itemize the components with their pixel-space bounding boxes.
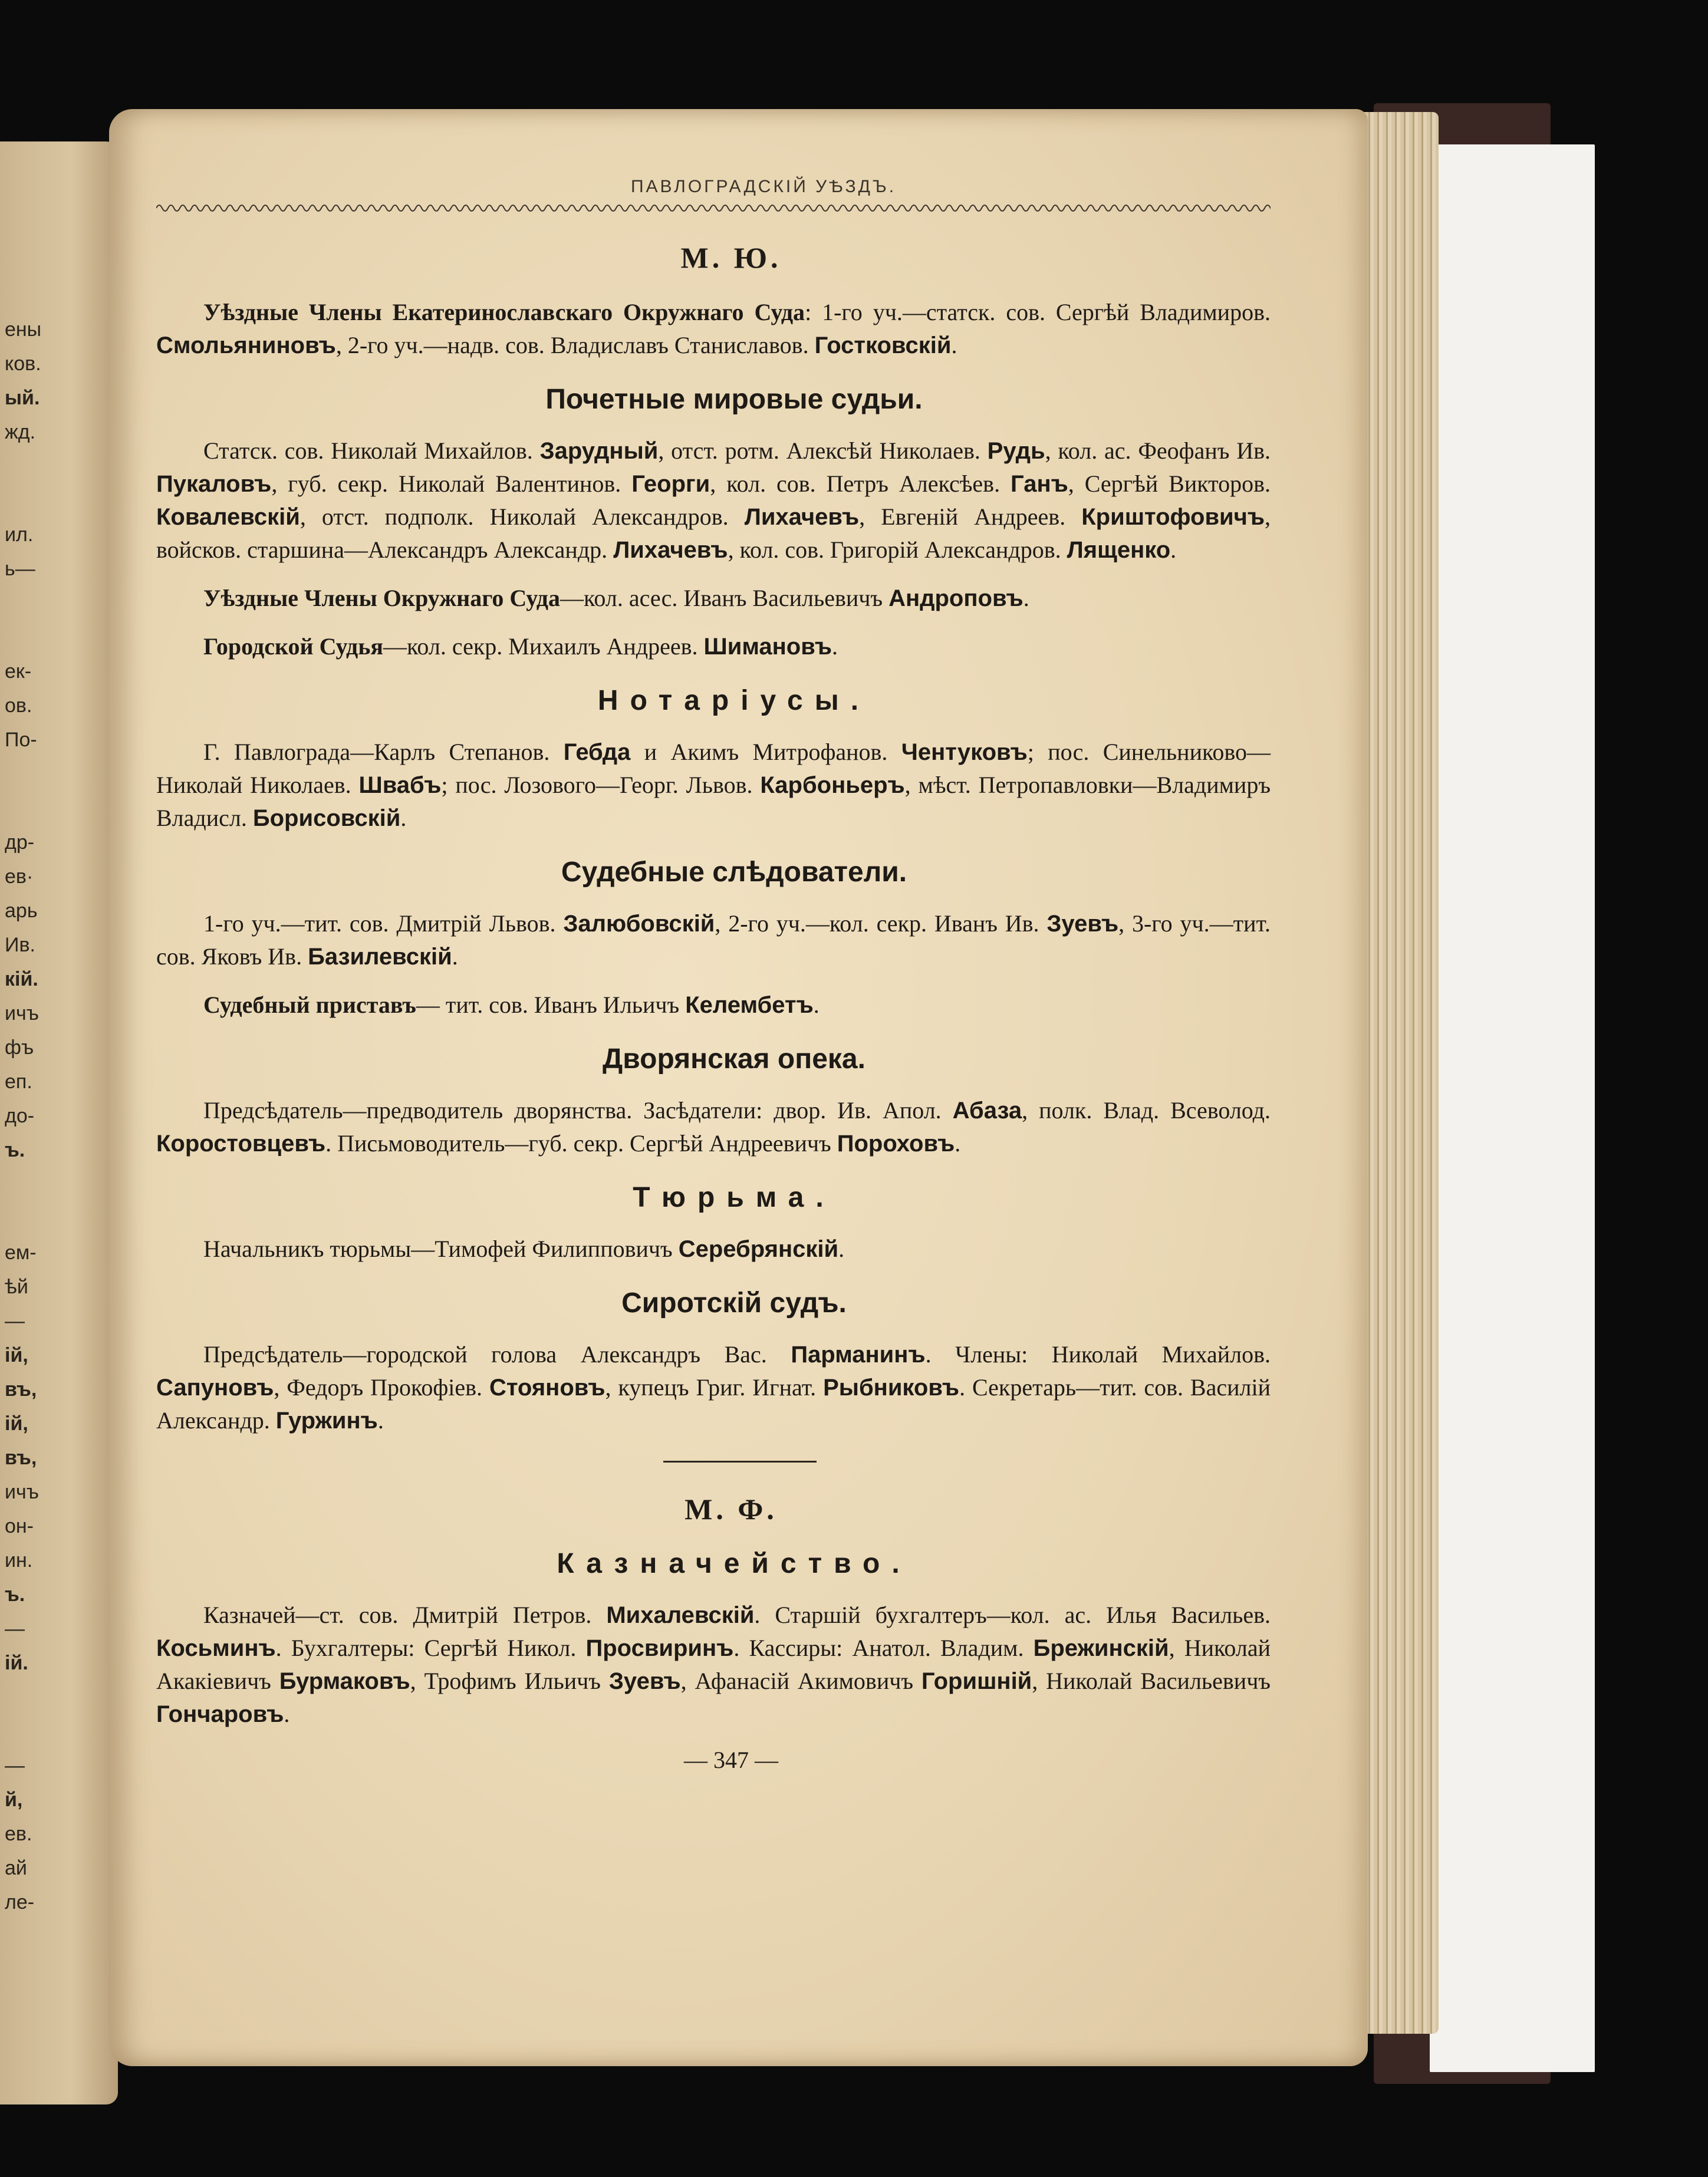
- section-heading-turma: Тюрьма.: [633, 1182, 835, 1213]
- entry-text: , Трофимъ Ильичъ: [410, 1668, 609, 1694]
- entry-text: .: [452, 943, 458, 970]
- left-page-fragment: ій,: [5, 1344, 28, 1366]
- left-page-fragment: Ив.: [5, 934, 35, 956]
- person-surname: Пороховъ: [837, 1131, 955, 1157]
- left-page-fragment: ѣй: [5, 1276, 28, 1298]
- entry-text: Начальникъ тюрьмы—Тимофей Филипповичъ: [203, 1236, 679, 1262]
- left-page-fragment: он-: [5, 1515, 34, 1537]
- person-surname: Чентуковъ: [901, 739, 1028, 765]
- entry-text: , мѣст. Петропавловки—Владимиръ Владисл.: [156, 772, 1271, 831]
- pristav-paragraph: [156, 989, 1271, 1022]
- person-surname: Шимановъ: [703, 634, 832, 660]
- left-page-fragment: жд.: [5, 421, 36, 443]
- left-page-fragment: ем-: [5, 1241, 37, 1264]
- section-divider: [663, 1461, 817, 1463]
- entry-text: , Евгеній Андреев.: [859, 503, 1082, 530]
- person-surname: Залюбовскій: [563, 911, 715, 937]
- person-surname: Зуевъ: [1046, 911, 1119, 937]
- entry-text: , Сергѣй Викторов.: [1068, 470, 1271, 497]
- entry-text: , войсков. старшина—Александръ Александр.: [156, 503, 1271, 563]
- section-heading-opeka: Дворянская опека.: [603, 1043, 865, 1075]
- left-page-fragment: ил.: [5, 523, 34, 546]
- person-surname: Андроповъ: [888, 585, 1024, 611]
- person-surname: Гебда: [563, 739, 631, 765]
- department-heading-mf: М. Ф.: [684, 1493, 778, 1526]
- entry-text: , полк. Влад. Всеволод.: [1022, 1097, 1271, 1124]
- left-page-fragment: ь—: [5, 558, 35, 580]
- entry-text: . Члены: Николай Михайлов.: [925, 1341, 1271, 1368]
- left-page-fragment: еп.: [5, 1071, 32, 1093]
- entry-text: .: [400, 805, 407, 831]
- section-heading-kazna: Казначейство.: [557, 1548, 911, 1579]
- person-surname: Пукаловъ: [156, 471, 272, 497]
- entry-text: , купецъ Григ. Игнат.: [605, 1374, 824, 1401]
- person-surname: Карбоньеръ: [760, 772, 905, 798]
- entry-text: , отст. подполк. Николай Александров.: [300, 503, 745, 530]
- notariusy-paragraph: [156, 736, 1271, 835]
- entry-text: Г. Павлограда—Карлъ Степанов.: [203, 739, 564, 765]
- entry-text: , кол. ас. Феофанъ Ив.: [1045, 437, 1271, 464]
- person-surname: Гостковскій: [814, 332, 952, 358]
- wavy-rule: [156, 199, 1271, 217]
- entry-text: Предсѣдатель—предводитель дворянства. Засѣдатели: двор. Ив. Апол.: [203, 1097, 953, 1124]
- left-page-fragment: ъ.: [5, 1139, 25, 1161]
- turma-paragraph: [156, 1233, 1271, 1266]
- person-surname: Рыбниковъ: [823, 1375, 960, 1401]
- left-page-fragment: фъ: [5, 1036, 34, 1059]
- person-surname: Коростовцевъ: [156, 1131, 326, 1157]
- entry-text: ; пос. Лозового—Георг. Львов.: [441, 772, 761, 798]
- person-surname: Сапуновъ: [156, 1375, 274, 1401]
- entry-text: .: [813, 992, 820, 1018]
- person-surname: Зуевъ: [608, 1668, 681, 1694]
- left-page-fragment: въ,: [5, 1447, 37, 1469]
- person-surname: Лихачевъ: [744, 504, 860, 530]
- left-page-fragment: ичъ: [5, 1481, 39, 1503]
- entry-text: . Старшій бухгалтеръ—кол. ас. Илья Васильев.: [754, 1602, 1271, 1628]
- kazna-paragraph: [156, 1599, 1271, 1731]
- entry-text: .: [838, 1236, 845, 1262]
- entry-text: .: [832, 633, 838, 660]
- entry-text: , Николай Васильевичъ: [1032, 1668, 1271, 1694]
- person-surname: Серебрянскій: [678, 1236, 839, 1262]
- entry-text: : 1-го уч.—статск. сов. Сергѣй Владимиров.: [805, 299, 1271, 325]
- entry-text: , губ. секр. Николай Валентинов.: [271, 470, 632, 497]
- left-page-fragment: арь: [5, 900, 38, 922]
- entry-text: 1-го уч.—тит. сов. Дмитрій Львов.: [203, 910, 564, 937]
- entry-text: , Федоръ Прокофіев.: [274, 1374, 489, 1401]
- running-head: ПАВЛОГРАДСКІЙ УѢЗДЪ.: [630, 177, 897, 196]
- gorodskoy-sudya-paragraph: [156, 630, 1271, 663]
- person-surname: Борисовскій: [252, 805, 401, 831]
- entry-text: Казначей—ст. сов. Дмитрій Петров.: [203, 1602, 607, 1628]
- pochetnye-paragraph: [156, 434, 1271, 567]
- left-page-fragment: ков.: [5, 353, 41, 375]
- section-heading-pochetnye: Почетные мировые судьи.: [545, 384, 923, 415]
- person-surname: Лященко: [1067, 537, 1171, 563]
- left-page-fragment: ек-: [5, 660, 32, 683]
- person-surname: Келембетъ: [685, 992, 814, 1018]
- entry-label: Уѣздные Члены Окружнаго Суда: [203, 585, 560, 611]
- left-page-fragment: ев·: [5, 865, 34, 888]
- entry-text: . Кассиры: Анатол. Владим.: [733, 1635, 1034, 1661]
- person-surname: Абаза: [952, 1098, 1022, 1124]
- left-page-edge: [0, 141, 118, 2104]
- entry-text: Предсѣдатель—городской голова Александръ Вас.: [203, 1341, 791, 1368]
- left-page-fragment: до-: [5, 1105, 35, 1127]
- page-number: — 347 —: [684, 1747, 778, 1773]
- page-content: [156, 177, 1271, 1774]
- entry-text: , 3-го уч.—тит. сов. Яковъ Ив.: [156, 910, 1271, 970]
- left-page-fragment: —: [5, 1310, 25, 1332]
- person-surname: Михалевскій: [606, 1602, 755, 1628]
- entry-text: —кол. асес. Иванъ Васильевичъ: [560, 585, 889, 611]
- section-heading-notariusy: Нотаріусы.: [597, 685, 871, 716]
- entry-text: ; пос. Синельниково—Николай Николаев.: [156, 739, 1271, 798]
- person-surname: Лихачевъ: [613, 537, 728, 563]
- left-page-fragment: ай: [5, 1857, 27, 1879]
- entry-text: .: [1170, 536, 1177, 563]
- left-page-fragment: ев.: [5, 1823, 32, 1845]
- left-page-fragment: кій.: [5, 968, 38, 990]
- person-surname: Стояновъ: [489, 1375, 605, 1401]
- left-page-fragment: ены: [5, 318, 42, 341]
- left-page-fragment: ый.: [5, 387, 40, 409]
- uezdnye-chleny-paragraph: [156, 582, 1271, 615]
- left-page-fragment: въ,: [5, 1378, 37, 1401]
- person-surname: Бурмаковъ: [279, 1668, 410, 1694]
- entry-text: , 2-го уч.—кол. секр. Иванъ Ив.: [715, 910, 1047, 937]
- entry-text: .: [377, 1407, 384, 1434]
- okruzhnoy-sud-paragraph: [156, 296, 1271, 362]
- sirotskiy-paragraph: [156, 1338, 1271, 1437]
- entry-text: Статск. сов. Николай Михайлов.: [203, 437, 540, 464]
- left-page-fragment: ичъ: [5, 1002, 39, 1025]
- left-page-fragment: ов.: [5, 694, 32, 717]
- opeka-paragraph: [156, 1094, 1271, 1160]
- entry-text: , отст. ротм. Алексѣй Николаев.: [658, 437, 988, 464]
- person-surname: Просвиринъ: [585, 1635, 734, 1661]
- section-heading-sledovateli: Судебные слѣдователи.: [561, 857, 907, 888]
- left-page-fragment: ле-: [5, 1891, 35, 1913]
- entry-text: . Письмоводитель—губ. секр. Сергѣй Андреевичъ: [325, 1130, 837, 1157]
- entry-text: и Акимъ Митрофанов.: [630, 739, 901, 765]
- entry-text: , Афанасій Акимовичъ: [680, 1668, 922, 1694]
- left-page-fragment: др-: [5, 831, 35, 854]
- entry-text: — тит. сов. Иванъ Ильичъ: [416, 992, 686, 1018]
- left-page-fragment: ій.: [5, 1652, 28, 1674]
- person-surname: Ковалевскій: [156, 504, 300, 530]
- left-page-fragment: ин.: [5, 1549, 33, 1572]
- entry-text: .: [955, 1130, 961, 1157]
- entry-label: Городской Судья: [203, 633, 383, 660]
- entry-text: . Бухгалтеры: Сергѣй Никол.: [275, 1635, 586, 1661]
- person-surname: Георги: [631, 471, 710, 497]
- left-page-fragment: —: [5, 1754, 25, 1777]
- person-surname: Базилевскій: [308, 944, 452, 970]
- department-heading-mju: М. Ю.: [680, 241, 782, 274]
- person-surname: Горишній: [921, 1668, 1032, 1694]
- person-surname: Косьминъ: [156, 1635, 276, 1661]
- person-surname: Гончаровъ: [156, 1701, 284, 1727]
- entry-text: .: [284, 1701, 290, 1727]
- entry-text: —кол. секр. Михаилъ Андреев.: [383, 633, 704, 660]
- person-surname: Швабъ: [358, 772, 442, 798]
- person-surname: Рудь: [987, 438, 1045, 464]
- entry-label: Уѣздные Члены Екатеринославскаго Окружнаго Суда: [203, 299, 805, 325]
- entry-text: , кол. сов. Петръ Алексѣев.: [710, 470, 1011, 497]
- entry-text: .: [1023, 585, 1029, 611]
- entry-text: , 2-го уч.—надв. сов. Владиславъ Станиславов.: [335, 332, 815, 358]
- person-surname: Ганъ: [1011, 471, 1068, 497]
- person-surname: Гуржинъ: [275, 1408, 378, 1434]
- person-surname: Криштофовичъ: [1081, 504, 1265, 530]
- person-surname: Смольяниновъ: [156, 332, 336, 358]
- left-page-fragment: й,: [5, 1789, 23, 1811]
- left-page-fragment: —: [5, 1618, 25, 1640]
- sledovateli-paragraph: [156, 907, 1271, 973]
- left-page-fragment: ъ.: [5, 1583, 25, 1606]
- person-surname: Зарудный: [539, 438, 659, 464]
- left-page-fragment: По-: [5, 729, 37, 751]
- entry-text: . Секретарь—тит. сов. Василій Александр.: [156, 1374, 1271, 1434]
- entry-text: , кол. сов. Григорій Александров.: [728, 536, 1067, 563]
- section-heading-sirotskiy: Сиротскій судъ.: [621, 1287, 847, 1319]
- person-surname: Брежинскій: [1033, 1635, 1169, 1661]
- left-page-fragment: ій,: [5, 1412, 28, 1435]
- white-card-backdrop: [1430, 144, 1595, 2072]
- person-surname: Парманинъ: [791, 1342, 926, 1368]
- entry-label: Судебный приставъ: [203, 992, 416, 1018]
- entry-text: , Николай Акакіевичъ: [156, 1635, 1271, 1694]
- entry-text: .: [951, 332, 957, 358]
